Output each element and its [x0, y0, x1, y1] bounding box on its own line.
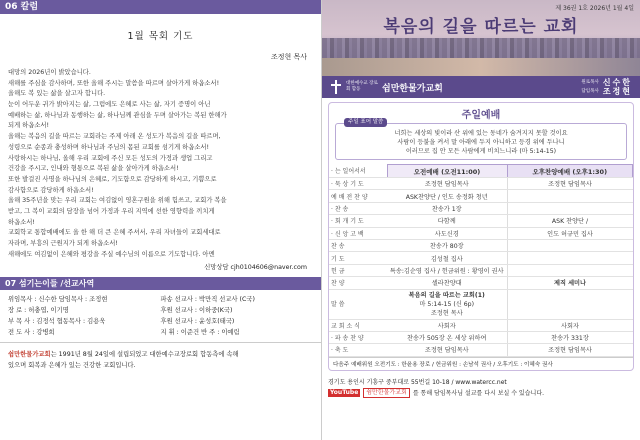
prayer-line: 받고, 그 복이 교회의 담장을 넘어 가정과 우리 지역에 선한 영향력을 끼치게	[8, 207, 215, 215]
row-label: 찬 양	[329, 277, 387, 289]
row-label: · 회 개 기 도	[329, 215, 387, 227]
row-morning: 다함께	[387, 215, 507, 227]
row-morning: 특송:김순영 집사 / 헌금위원 : 황영이 권사	[387, 264, 507, 276]
prayer-line: 교회학교 통합예배에도 올 한 해 더 큰 은혜 주셔서, 우리 자녀들이 교회세대로	[8, 229, 221, 237]
staff-column-right	[161, 294, 314, 338]
table-row	[329, 202, 633, 214]
pastor-name: 신수한	[602, 78, 632, 87]
youtube-icon[interactable]: YouTube	[330, 388, 359, 396]
prayer-line: 성령으로 순종과 충성하며 하나님과 주님의 몸된 교회를 섬기게 하옵소서!	[8, 143, 210, 151]
verse-line: 사람이 등불을 켜서 말 아래에 두지 아니하고 등경 위에 두나니	[397, 139, 565, 146]
next-week-servants: 다음주 예배위원 오전기도 : 한윤용 장로 / 헌금위원 : 손남석 권사 / 오후기도 : 이혜숙 권사	[329, 357, 633, 370]
table-row	[329, 178, 633, 190]
staff-column-left	[8, 294, 161, 338]
table-row	[329, 277, 633, 289]
mission-line: 지 휘 : 이준건 반 주 : 이예림	[160, 329, 240, 337]
row-afternoon: 조정현 담임목사	[507, 344, 633, 356]
table-row	[329, 252, 633, 264]
row-morning: 조정현 담임목사	[387, 178, 507, 190]
youtube-notice-text: 를 통해 담임목사님 설교를 다시 보실 수 있습니다.	[412, 390, 545, 398]
row-morning: 김성철 집사	[387, 252, 507, 264]
row-label: 말 씀	[329, 289, 387, 319]
city-skyline-image	[322, 38, 640, 58]
sermon-title: 복음의 길을 따르는 교회(1)	[408, 291, 485, 299]
issue-info: 제 36권 1호 2026년 1월 4일	[555, 5, 634, 12]
row-afternoon	[507, 289, 633, 319]
verse-label: 주일 표어 말씀	[344, 118, 387, 127]
row-label: · 신 앙 고 백	[329, 227, 387, 239]
prayer-line: 올해도 복 있는 삶을 살고자 합니다.	[8, 90, 106, 98]
row-label: 예 배 전 찬 양	[329, 190, 387, 202]
prayer-line: 새해를 주심을 감사하며, 또한 올해 주시는 말씀을 따르며 살아가게 하옵소서!	[8, 79, 220, 87]
prayer-line: 또한 발걸진 사명을 하나님의 은혜로, 기도함으로 감당하게 하시고, 기쁨으로	[8, 175, 217, 183]
prayer-author: 조정현 목사	[270, 53, 307, 61]
youtube-notice	[322, 388, 640, 398]
row-label: 기 도	[329, 252, 387, 264]
prayer-line: 새해에도 여김없이 은혜와 평강을 주실 예수님의 이름으로 기도합니다. 아멘	[8, 250, 215, 258]
pastor-role: 담임목사	[581, 89, 599, 94]
denomination: 대한예수교 장로회 합동	[346, 81, 378, 92]
column-section-header: 06 칼럼	[0, 0, 321, 14]
youtube-channel-name[interactable]: 쉼만한물가교회	[363, 388, 410, 398]
row-morning: 찬송가 80장	[387, 239, 507, 251]
prayer-line: 대망의 2026년이 밝았습니다.	[8, 69, 91, 76]
row-afternoon	[507, 202, 633, 214]
church-name: 쉼만한물가교회	[382, 83, 443, 94]
table-row	[329, 239, 633, 251]
table-row	[329, 227, 633, 239]
row-morning: 사회자	[387, 319, 507, 331]
row-afternoon: 사회자	[507, 319, 633, 331]
staff-section-header: 07 섬기는이들 /선교사역	[0, 277, 321, 290]
worship-order-card	[328, 102, 634, 371]
table-row	[329, 190, 633, 202]
prayer-line: 눈이 어두운 귀가 밝아지는 삶, 그럼에도 은혜로 사는 삶, 자기 증명이 아닌	[8, 101, 211, 109]
row-afternoon	[507, 239, 633, 251]
row-label: 헌 금	[329, 264, 387, 276]
row-afternoon	[507, 264, 633, 276]
header-banner	[322, 0, 640, 76]
row-label: · 축 도	[329, 344, 387, 356]
cross-icon	[330, 80, 342, 94]
row-afternoon: 찬송가 331장	[507, 331, 633, 343]
worship-title: 주일예배	[461, 110, 501, 121]
stand-note: · 는 일어서서	[329, 165, 387, 178]
row-afternoon: 인도 허규민 집사	[507, 227, 633, 239]
row-afternoon	[507, 190, 633, 202]
mission-line: 후원 선교사 : 이하중(K국)	[160, 307, 233, 315]
row-afternoon	[507, 252, 633, 264]
mission-line: 후원 선교사 : 윤성호(태국)	[160, 318, 235, 326]
prayer-line: 자라며, 부흥의 근원지가 되게 하옵소서!	[8, 240, 118, 247]
sermon-cell	[387, 289, 507, 319]
prayer-line: 되게 하옵소서!	[8, 122, 50, 130]
prayer-line: 하옵소서!	[8, 218, 35, 226]
row-morning: 사도신경	[387, 227, 507, 239]
table-row	[329, 215, 633, 227]
road-image	[322, 58, 640, 76]
year-slogan: 복음의 길을 따르는 교회	[383, 17, 579, 37]
prayer-line: 올해는 복음의 길을 따르는 교회라는 주제 아래 온 성도가 복음의 길을 따르며,	[8, 133, 221, 141]
row-afternoon: ASK 찬양단 /	[507, 215, 633, 227]
mission-line: 파송 선교사 : 박만직 선교사 (C국)	[160, 296, 255, 304]
church-name-bar	[322, 76, 640, 98]
church-address: 경기도 용인시 기흥구 중부대로 55번길 10-18 / www.watercc.net	[328, 378, 507, 386]
staff-line: 부 목 사 : 김정석 협동목사 : 김용욱	[8, 318, 106, 326]
row-label: · 묵 상 기 도	[329, 178, 387, 190]
row-morning: 찬송가 1장	[387, 202, 507, 214]
sermon-row	[329, 289, 633, 319]
row-morning: 조정현 담임목사	[387, 344, 507, 356]
pastor-role: 원로목사	[581, 80, 599, 85]
sermon-reference: 마 5:14-15 (신 6p)	[419, 300, 475, 308]
table-header-row	[329, 165, 633, 178]
row-morning: ASK찬양단 / 인도 송정화 청년	[387, 190, 507, 202]
church-about	[0, 342, 321, 371]
row-afternoon: 제직 세미나	[507, 277, 633, 289]
about-text: 는 1991년 8월 24일에 설립되었고 대한예수교장로회 합동측에 속해	[50, 351, 239, 359]
staff-line: 전 도 사 : 강병희	[8, 329, 55, 337]
table-row	[329, 331, 633, 343]
worship-order-table	[329, 164, 633, 357]
row-label: · 찬 송	[329, 202, 387, 214]
staff-list	[0, 290, 321, 338]
right-page	[322, 0, 640, 440]
row-morning: 찬송가 505장 온 세상 위하여	[387, 331, 507, 343]
prayer-body	[0, 68, 321, 260]
table-row	[329, 264, 633, 276]
prayer-title: 1월 목회 기도	[127, 31, 194, 42]
prayer-line: 건강을 주시고, 인내와 형통으로 복된 삶을 살아가게 하옵소서!	[8, 165, 179, 173]
staff-line: 위임목사 : 신수한 담임목사 : 조정현	[8, 296, 108, 304]
about-church-name: 쉼만한물가교회	[8, 351, 51, 359]
row-morning: 셀라찬양대	[387, 277, 507, 289]
pastor-names	[581, 78, 632, 96]
verse-line: 이러므로 집 안 모든 사람에게 비치느니라 (마 5:14-15)	[405, 148, 557, 155]
prayer-line: 사랑하시는 하나님, 올해 우리 교회에 주신 모든 성도의 가정과 생업 그리고	[8, 154, 213, 162]
morning-service-header: 오전예배 (오전11:00)	[387, 165, 507, 178]
prayer-line: 감사함으로 감당하게 하옵소서!	[8, 186, 94, 194]
row-label: 찬 송	[329, 239, 387, 251]
prayer-line: 예배하는 삶, 하나님과 동행하는 삶, 하나님께 관심을 두며 살아가는 복된 한해가	[8, 111, 227, 119]
sermon-preacher: 조정현 목사	[430, 309, 463, 317]
counsel-contact: 신망상담 cjh0104606@naver.com	[204, 264, 307, 272]
table-row	[329, 344, 633, 356]
verse-box	[335, 119, 627, 160]
pastor-name: 조정현	[602, 87, 632, 96]
verse-line: 너희는 세상의 빛이라 산 위에 있는 동네가 숨겨지지 못할 것이요	[394, 130, 568, 137]
afternoon-service-header: 오후찬양예배 (오후1:30)	[507, 165, 633, 178]
about-text-2: 있으며 회복과 은혜가 있는 건강한 교회입니다.	[8, 362, 136, 370]
staff-line: 장 로 : 허충엽, 이기명	[8, 307, 69, 315]
prayer-line: 올해 35주년을 맞는 우리 교회는 여김없이 영혼구원을 위해 힘쓰고, 교회가 복을	[8, 197, 227, 205]
row-label: 교 회 소 식	[329, 319, 387, 331]
row-label: · 파 송 찬 양	[329, 331, 387, 343]
row-afternoon: 조정현 담임목사	[507, 178, 633, 190]
table-row	[329, 319, 633, 331]
